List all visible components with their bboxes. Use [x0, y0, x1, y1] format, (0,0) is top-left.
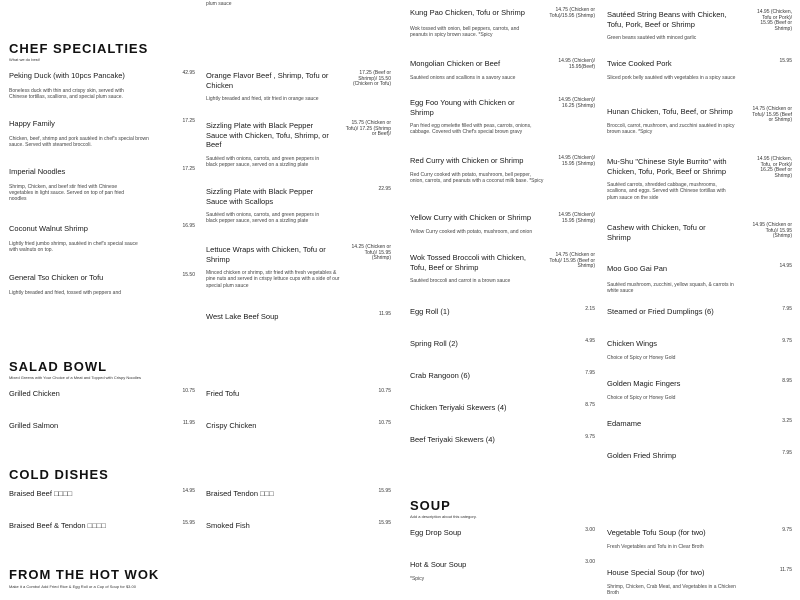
- section-title-soup: SOUP: [410, 498, 451, 513]
- item-price: 9.75: [782, 527, 792, 533]
- menu-item[interactable]: [9, 119, 195, 148]
- item-name: Peking Duck (with 10pcs Pancake): [9, 71, 125, 80]
- menu-item[interactable]: [9, 273, 195, 296]
- section-subtitle: Mixed Greens with Your Choice of a Meat and Topped with Crispy Noodles: [9, 375, 141, 380]
- item-price: 15.95: [779, 58, 792, 64]
- column-4: [607, 0, 792, 600]
- item-price: 14.25 (Chicken or Tofu)/ 15.95 (Shrimp): [351, 244, 391, 262]
- menu-item[interactable]: [9, 224, 195, 253]
- menu-item[interactable]: [206, 187, 391, 225]
- item-desc: Choice of Spicy or Honey Gold: [607, 354, 676, 361]
- item-name: Steamed or Fried Dumplings (6): [607, 307, 714, 316]
- item-price: 14.75 (Chicken or Tofu)/ 15.95 (Beef or Shrimp): [549, 252, 595, 270]
- item-name: West Lake Beef Soup: [206, 312, 279, 321]
- item-price: 3.00: [585, 559, 595, 565]
- item-name: Mu-Shu "Chinese Style Burrito" with Chicken, Tofu, Pork, Beef or Shrimp: [607, 157, 727, 176]
- item-name: Mongolian Chicken or Beef: [410, 59, 501, 68]
- item-price: 14.95 (Chicken)/ 15.95 (Shrimp): [558, 212, 595, 224]
- item-name: Red Curry with Chicken or Shrimp: [410, 156, 524, 165]
- item-desc: *Spicy: [410, 575, 425, 582]
- section-title-chef-specialties: CHEF SPECIALTIES: [9, 41, 149, 56]
- item-price: 14.95: [779, 263, 792, 269]
- item-price: 15.50: [182, 272, 195, 278]
- item-desc: Boneless duck with thin and crispy skin, served with Chinese tortillas, scallions, and special plum sauce.: [9, 87, 124, 100]
- item-desc: Lightly breaded and fried, stir fried in orange sauce: [206, 96, 319, 102]
- item-name: Sautéed String Beans with Chicken, Tofu, Pork, Beef or Shrimp: [607, 10, 727, 29]
- item-name: Cashew with Chicken, Tofu or Shrimp: [607, 223, 706, 242]
- item-name: Vegetable Tofu Soup (for two): [607, 528, 706, 537]
- menu-item[interactable]: [410, 371, 595, 381]
- menu-item[interactable]: [607, 451, 792, 461]
- column-1: [9, 0, 195, 600]
- section-subtitle: Add a description about this category.: [410, 514, 477, 519]
- item-price: 7.95: [585, 370, 595, 376]
- menu-item[interactable]: [410, 59, 595, 81]
- menu-item[interactable]: [206, 121, 391, 168]
- item-name: Grilled Chicken: [9, 389, 60, 398]
- item-price: 14.95 (Chicken or Tofu)/ 15.95 (Shrimp): [752, 222, 792, 240]
- menu-item[interactable]: [206, 421, 391, 431]
- item-desc: Shrimp, Chicken, and beef stir fried with Chinese vegetables in light sauce. Served on top of pan fried noodles: [9, 183, 125, 203]
- item-name: Imperial Noodles: [9, 167, 66, 176]
- item-desc: Sautéed carrots, shredded cabbage, mushrooms, scallions, and eggs. Served with Chinese tortillas with plum sauce on the side: [607, 182, 726, 201]
- item-price: 16.95: [182, 223, 195, 229]
- menu-item[interactable]: [410, 253, 595, 284]
- item-desc: Red Curry cooked with potato, mushroom, bell pepper, onion, carrots, and peanuts with a coconut milk base. *Spicy: [410, 171, 544, 184]
- item-desc: Sautéed mushroom, zucchini, yellow squash, & carrots in white sauce: [607, 281, 734, 294]
- menu-item[interactable]: [206, 521, 391, 531]
- menu-item[interactable]: [607, 10, 792, 41]
- item-name: Chicken Wings: [607, 339, 658, 348]
- item-price: 7.95: [782, 306, 792, 312]
- item-price: 9.75: [782, 338, 792, 344]
- item-price: 15.95: [182, 520, 195, 526]
- item-price: 8.75: [585, 402, 595, 408]
- item-desc: Sautéed broccoli and carrot in a brown sauce: [410, 278, 511, 284]
- column-3: [410, 0, 595, 600]
- item-price: 17.25 (Beef or Shrimp)/ 15.50 (Chicken or Tofu): [353, 70, 391, 88]
- item-price: 42.95: [182, 70, 195, 76]
- menu-item[interactable]: [9, 521, 195, 531]
- item-price: 2.15: [585, 306, 595, 312]
- item-desc: Yellow Curry cooked with potato, mushroom, and onion: [410, 228, 533, 235]
- menu-item[interactable]: [9, 167, 195, 203]
- item-desc: Green beans sautéed with minced garlic: [607, 35, 697, 41]
- menu-item[interactable]: [607, 568, 792, 596]
- item-price: 14.95 (Chicken)/ 15.95(Beef): [558, 58, 595, 70]
- menu-item[interactable]: [607, 379, 792, 401]
- item-price: 4.95: [585, 338, 595, 344]
- menu-item[interactable]: [206, 71, 391, 102]
- item-price: 11.95: [378, 311, 391, 317]
- item-desc: Lightly fried jumbo shrimp, sautéed in chef's special sauce with walnuts on top.: [9, 240, 138, 253]
- item-name: Spring Roll (2): [410, 339, 458, 348]
- item-desc: Broccoli, carrot, mushroom, and zucchini sautéed in spicy brown sauce. *Spicy: [607, 122, 735, 135]
- item-desc: Pan fried egg omelette filled with peas, carrots, onions, cabbage. Covered with Chef's special brown gravy: [410, 123, 532, 136]
- menu-item[interactable]: [607, 528, 792, 550]
- menu-item[interactable]: [206, 245, 391, 289]
- item-name: Hunan Chicken, Tofu, Beef, or Shrimp: [607, 107, 733, 116]
- menu-item[interactable]: [607, 419, 792, 429]
- item-price: 14.95 (Chicken)/ 15.95 (Shrimp): [558, 155, 595, 167]
- menu-item[interactable]: [410, 307, 595, 317]
- item-price: 14.95: [182, 488, 195, 494]
- item-price: 14.75 (Chicken or Tofu)/ 15.95 (Beef or Shrimp): [752, 106, 792, 124]
- item-name: Grilled Salmon: [9, 421, 59, 430]
- menu-item[interactable]: [410, 403, 595, 413]
- item-desc: Sautéed onions and scallions in a savory sauce: [410, 74, 516, 81]
- item-price: 11.95: [182, 420, 195, 426]
- item-price: 14.95 (Chicken)/ 16.25 (Shrimp): [558, 97, 595, 109]
- item-name: Golden Magic Fingers: [607, 379, 681, 388]
- section-title-cold-dishes: COLD DISHES: [9, 467, 109, 482]
- item-desc: Choice of Spicy or Honey Gold: [607, 394, 676, 401]
- item-name: Braised Tendon □□□: [206, 489, 274, 498]
- item-price: 17.25: [182, 118, 195, 124]
- menu-item[interactable]: [206, 489, 391, 499]
- item-price: 15.75 (Chicken or Tofu)/ 17.25 (Shrimp or Beef)/: [345, 120, 391, 138]
- item-desc: Lightly breaded and fried, tossed with peppers and: [9, 289, 122, 296]
- item-price: 8.95: [782, 378, 792, 384]
- item-name: Yellow Curry with Chicken or Shrimp: [410, 213, 532, 222]
- item-name: Smoked Fish: [206, 521, 250, 530]
- item-name: Beef Teriyaki Skewers (4): [410, 435, 495, 444]
- menu-item[interactable]: [410, 339, 595, 349]
- item-name: Egg Foo Young with Chicken or Shrimp: [410, 98, 515, 117]
- menu-item[interactable]: [410, 213, 595, 235]
- item-name: Egg Drop Soup: [410, 528, 462, 537]
- item-name: Orange Flavor Beef , Shrimp, Tofu or Chicken: [206, 71, 329, 90]
- menu-item[interactable]: [410, 156, 595, 184]
- item-desc: Sautéed with onions, carrots, and green peppers in black pepper sauce, served on a sizzling plate: [206, 212, 320, 225]
- menu-item[interactable]: [607, 107, 792, 135]
- menu-item[interactable]: [607, 223, 792, 242]
- menu-item[interactable]: [206, 312, 391, 322]
- item-price: 15.95: [378, 488, 391, 494]
- item-desc: Chicken, beef, shrimp and pork sautéed in chef's special brown sauce. Served with steamed broccoli.: [9, 135, 149, 148]
- item-desc: Minced chicken or shrimp, stir fried with fresh vegetables & pine nuts and served in crispy lettuce cups with a side of our special plum sauce: [206, 270, 340, 289]
- item-name: Kung Pao Chicken, Tofu or Shrimp: [410, 8, 525, 17]
- item-name: Golden Fried Shrimp: [607, 451, 677, 460]
- item-price: 9.75: [585, 434, 595, 440]
- section-subtitle: Make it a Combo! Add Fried Rice & Egg Roll or a Cup of Soup for $3.00: [9, 584, 136, 589]
- item-price: 14.75 (Chicken or Tofu)/15.95 (Shrimp): [549, 7, 595, 19]
- item-name: Happy Family: [9, 119, 55, 128]
- item-price: 14.95 (Chicken, Tofu, or Pork)/ 16.25 (Beef or Shrimp): [756, 156, 792, 179]
- item-name: Sizzling Plate with Black Pepper Sauce with Chicken, Tofu, Shrimp, or Beef: [206, 121, 329, 149]
- menu-item[interactable]: [410, 560, 595, 582]
- item-price: 22.95: [378, 186, 391, 192]
- section-subtitle: What we do best!: [9, 57, 40, 62]
- item-price: 14.95 (Chicken, Tofu or Pork)/ 15.95 (Beef or Shrimp): [756, 9, 792, 32]
- menu-item[interactable]: [410, 8, 595, 38]
- item-price: 3.25: [782, 418, 792, 424]
- item-price: 7.95: [782, 450, 792, 456]
- item-name: Crab Rangoon (6): [410, 371, 471, 380]
- menu-item[interactable]: [206, 389, 391, 399]
- item-name: Hot & Sour Soup: [410, 560, 467, 569]
- item-price: 17.25: [182, 166, 195, 172]
- item-desc: Fresh Vegetables and Tofu in in Clear Broth: [607, 543, 704, 550]
- item-name: Wok Tossed Broccoli with Chicken, Tofu, Beef or Shrimp: [410, 253, 527, 272]
- column-2: [206, 0, 391, 600]
- item-name: Twice Cooked Pork: [607, 59, 672, 68]
- menu-item[interactable]: [410, 528, 595, 538]
- item-desc: Sliced pork belly sautéed with vegetables in a spicy sauce: [607, 74, 736, 81]
- menu-item[interactable]: [9, 489, 195, 499]
- item-name: Fried Tofu: [206, 389, 240, 398]
- item-name: Lettuce Wraps with Chicken, Tofu or Shrimp: [206, 245, 326, 264]
- item-name: Braised Beef □□□□: [9, 489, 73, 498]
- menu-item[interactable]: [607, 264, 792, 294]
- item-name: Edamame: [607, 419, 642, 428]
- menu-item[interactable]: [607, 59, 792, 81]
- item-name: House Special Soup (for two): [607, 568, 705, 577]
- item-desc: Sautéed with onions, carrots, and green peppers in black pepper sauce, served on a sizzling plate: [206, 155, 320, 168]
- item-desc: plum sauce: [206, 1, 232, 7]
- item-price: 10.75: [378, 388, 391, 394]
- menu-item[interactable]: [607, 339, 792, 361]
- item-price: 3.00: [585, 527, 595, 533]
- menu-item[interactable]: [9, 421, 195, 431]
- item-name: Moo Goo Gai Pan: [607, 264, 668, 273]
- menu-item[interactable]: [9, 71, 195, 100]
- menu-item[interactable]: [607, 157, 792, 201]
- item-name: General Tso Chicken or Tofu: [9, 273, 104, 282]
- item-desc: Wok tossed with onion, bell peppers, carrots, and peanuts in spicy brown sauce. *Spicy: [410, 25, 520, 38]
- item-name: Sizzling Plate with Black Pepper Sauce with Scallops: [206, 187, 314, 206]
- menu-item[interactable]: [9, 389, 195, 399]
- item-price: 10.75: [378, 420, 391, 426]
- item-price: 10.75: [182, 388, 195, 394]
- menu-item[interactable]: [410, 435, 595, 445]
- item-name: Crispy Chicken: [206, 421, 257, 430]
- item-name: Egg Roll (1): [410, 307, 450, 316]
- section-title-salad-bowl: SALAD BOWL: [9, 359, 108, 374]
- section-title-from-the-hot-wok: FROM THE HOT WOK: [9, 567, 160, 582]
- item-name: Braised Beef & Tendon □□□□: [9, 521, 106, 530]
- item-desc: Shrimp, Chicken, Crab Meat, and Vegetables in a Chicken Broth: [607, 583, 736, 596]
- menu-item[interactable]: [410, 98, 595, 136]
- item-name: Chicken Teriyaki Skewers (4): [410, 403, 507, 412]
- menu-item[interactable]: [607, 307, 792, 317]
- item-price: 11.75: [779, 567, 792, 573]
- item-price: 15.95: [378, 520, 391, 526]
- item-name: Coconut Walnut Shrimp: [9, 224, 88, 233]
